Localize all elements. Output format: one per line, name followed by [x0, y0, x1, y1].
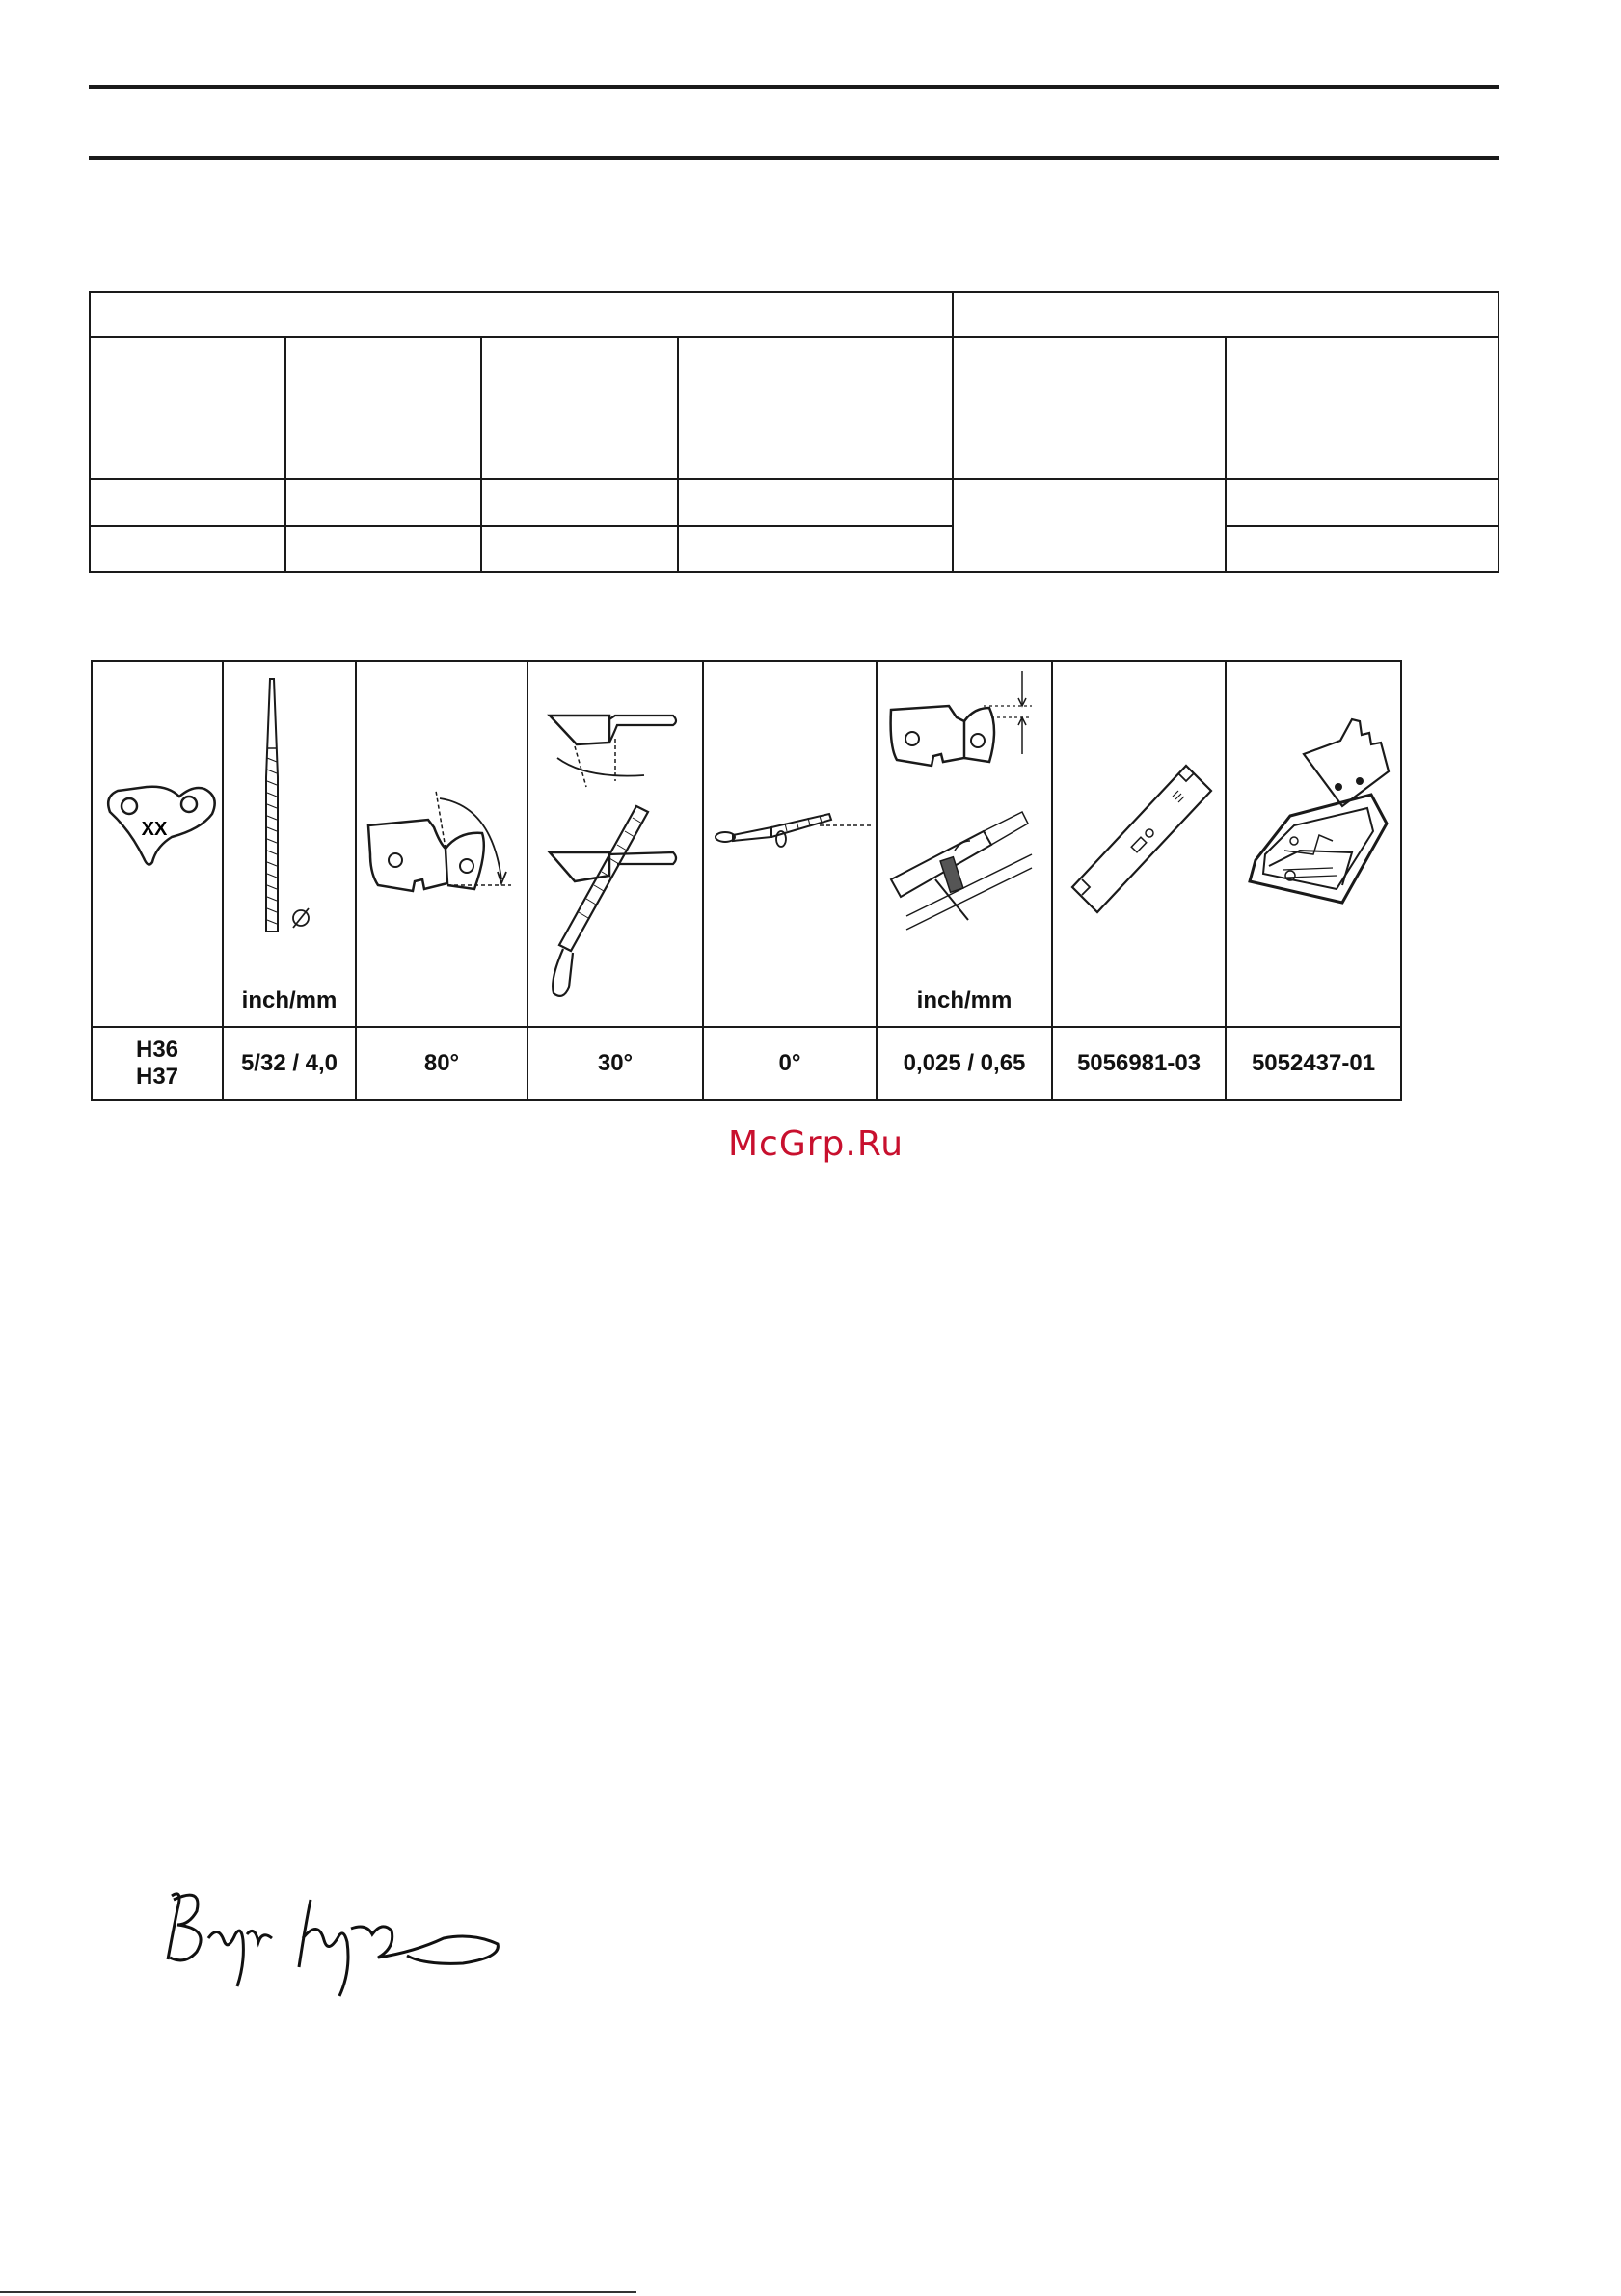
spec-cell — [285, 479, 481, 526]
cutter-angle-icon — [357, 662, 528, 1026]
chain-gauge-icon — [93, 662, 224, 1026]
spec-row — [90, 526, 1499, 572]
spec-cell — [481, 526, 678, 572]
spec-cell — [285, 526, 481, 572]
file-gauge-illustration-cell — [1226, 661, 1401, 1027]
depth-gauge-tool-illustration-cell — [1052, 661, 1226, 1027]
model-label: H37 — [135, 1064, 179, 1090]
spec-cell-merged — [953, 479, 1226, 572]
spec-subheader-row — [90, 337, 1499, 479]
model-label: H36 — [135, 1037, 179, 1063]
values-row — [92, 1027, 1401, 1100]
top-rule — [89, 85, 1499, 89]
footer-rule — [0, 2291, 636, 2293]
spec-cell — [678, 337, 953, 479]
spec-cell — [90, 337, 285, 479]
side-angle-illustration-cell — [527, 661, 703, 1027]
file-unit-label: inch/mm — [241, 987, 338, 1013]
round-file-icon — [224, 662, 357, 1026]
spec-cell — [481, 479, 678, 526]
handwritten-signature — [154, 1871, 521, 2006]
file-illustration-cell — [223, 661, 356, 1027]
top-plate-angle-value: 80° — [356, 1027, 527, 1100]
top-plate-angle-illustration-cell — [356, 661, 527, 1027]
file-diameter-value: 5/32 / 4,0 — [223, 1027, 356, 1100]
illustration-row — [92, 661, 1401, 1027]
spec-cell — [953, 337, 1226, 479]
spec-cell — [1226, 337, 1499, 479]
side-angle-icon — [528, 662, 704, 1026]
spec-header-left — [90, 292, 953, 337]
spec-cell — [1226, 526, 1499, 572]
file-tilt-angle-value: 0° — [703, 1027, 877, 1100]
watermark-link[interactable]: McGrp.Ru — [727, 1124, 905, 1164]
spec-header-right — [953, 292, 1499, 337]
depth-gauge-icon — [878, 662, 1053, 1026]
second-rule — [89, 156, 1499, 160]
spec-cell — [481, 337, 678, 479]
side-angle-value: 30° — [527, 1027, 703, 1100]
file-gauge-icon — [1227, 662, 1402, 1026]
depth-gauge-tool-icon — [1053, 662, 1227, 1026]
depth-gauge-illustration-cell — [877, 661, 1052, 1027]
spec-header-row — [90, 292, 1499, 337]
spec-cell — [90, 526, 285, 572]
spec-cell — [1226, 479, 1499, 526]
spec-row — [90, 479, 1499, 526]
file-tilt-illustration-cell — [703, 661, 877, 1027]
spec-table — [89, 291, 1499, 573]
file-gauge-part-number: 5052437-01 — [1226, 1027, 1401, 1100]
depth-gauge-tool-part-number: 5056981-03 — [1052, 1027, 1226, 1100]
gauge-marking-text: XX — [141, 819, 168, 840]
spec-cell — [678, 526, 953, 572]
spec-cell — [285, 337, 481, 479]
depth-gauge-unit-label: inch/mm — [916, 987, 1013, 1013]
spec-cell — [678, 479, 953, 526]
models-cell — [92, 1027, 223, 1100]
chain-gauge-illustration-cell — [92, 661, 223, 1027]
depth-gauge-value: 0,025 / 0,65 — [877, 1027, 1052, 1100]
spec-cell — [90, 479, 285, 526]
sharpening-table — [91, 660, 1402, 1101]
file-holder-icon — [704, 662, 878, 1026]
